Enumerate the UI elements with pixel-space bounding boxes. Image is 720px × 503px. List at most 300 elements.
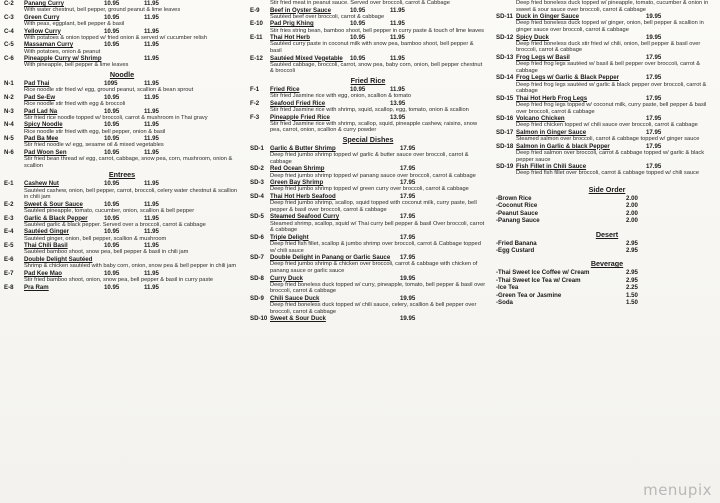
item-description: Stir fried Jasmine rice with shrimp, squid, scallop, egg, tomato, onion & scallion <box>270 106 469 113</box>
item-name: Pad Se-Ew <box>24 93 56 101</box>
menu-line-item <box>496 240 718 247</box>
item-price-seafood: 11.95 <box>144 55 159 63</box>
menu-item <box>250 275 486 295</box>
menu-item <box>4 228 240 242</box>
item-description: Stir fries string bean, bamboo shoot, bell pepper in curry paste & touch of lime leaves <box>270 27 485 34</box>
menu-item-row <box>250 315 486 322</box>
menu-item <box>496 54 718 74</box>
item-description: Deep fried jumbo shrimp topped w/ panang sauce over broccoli, carrot & cabbage <box>270 172 476 179</box>
line-item-name: -Egg Custard <box>496 246 535 254</box>
item-price: 17.95 <box>646 74 662 82</box>
item-code: N-1 <box>4 79 14 87</box>
menu-item <box>250 114 486 134</box>
item-price: 10.95 <box>104 200 120 208</box>
item-description: Deep fried boneless duck topped w/ curry, pineapple, tomato, bell pepper & basil over broccoli, carrot & cabbage <box>270 281 486 295</box>
item-name: Duck in Ginger Sauce <box>516 13 579 21</box>
item-description: Sautéed cabbage, broccoli, carrot, snow pea, baby corn, onion, bell pepper chestnut & broccoli <box>270 61 483 75</box>
line-item-name: -Fried Banana <box>496 239 537 247</box>
section-heading: Special Dishes <box>342 134 394 144</box>
item-price: 10.95 <box>104 135 120 143</box>
item-name: Double Delight in Panang or Garlic Sauce <box>270 254 391 262</box>
menu-item-row <box>250 55 486 62</box>
item-price-seafood <box>144 256 184 263</box>
item-name: Panang Curry <box>24 0 64 7</box>
item-description: Deep fried frog legs topped w/ coconut milk, curry paste, bell pepper & basil over broccoli, carrot & cabbage <box>516 101 707 115</box>
item-description: Sautéed beef over broccoli, carrot & cabbage <box>270 13 385 20</box>
item-name: Seafood Fried Rice <box>270 99 326 107</box>
menu-item-row <box>4 201 240 208</box>
item-price-seafood: 11.95 <box>144 79 159 87</box>
item-price: 19.95 <box>646 13 662 21</box>
item-description: Deep fried jumbo shrimp topped w/ green curry over broccoli, carrot & cabbage <box>270 186 469 193</box>
item-code: E-5 <box>4 242 14 250</box>
item-price: 19.95 <box>400 274 416 282</box>
item-description: Sautéed bamboo shoot, snow pea, bell pepper & basil in chili jam <box>24 249 189 256</box>
menu-line-item <box>496 202 718 209</box>
item-name: Cashew Nut <box>24 180 59 188</box>
item-code: N-6 <box>4 148 14 156</box>
item-name: Fish Fillet in Chili Sauce <box>516 163 587 171</box>
menu-item-row <box>4 14 240 21</box>
menu-item-row <box>4 256 240 263</box>
section-heading-desert: Desert <box>595 229 619 239</box>
item-description: Deep fried jumbo shrimp & chicken over broccoli, carrot & cabbage with chicken of panang sauce or garlic sauce <box>270 261 478 274</box>
menu-item-row <box>250 20 486 27</box>
menu-item-row <box>4 149 240 156</box>
menu-item-row <box>4 215 240 222</box>
menu-item-row <box>4 135 240 142</box>
item-price: 10.95 <box>104 214 120 222</box>
item-description: Sautéed pineapple, tomato, cucumber, onion, scallion & bell pepper <box>24 207 195 214</box>
item-name: Yellow Curry <box>24 27 61 35</box>
item-name: Thai Chili Basil <box>24 242 68 250</box>
item-price: 19.95 <box>400 294 416 302</box>
item-code: SD-19 <box>496 163 514 171</box>
item-name: Pineapple Curry w/ Shrimp <box>24 55 102 63</box>
menu-item-row <box>250 275 486 282</box>
menu-item-row <box>250 100 486 107</box>
item-price: 17.95 <box>400 144 416 152</box>
item-price: 10.95 <box>104 13 120 21</box>
menu-item <box>496 74 718 94</box>
item-code: E-12 <box>250 54 263 62</box>
menu-item <box>250 315 486 322</box>
item-code: SD-14 <box>496 74 514 82</box>
line-item-price: 2.00 <box>626 217 638 225</box>
menu-item-row <box>250 7 486 14</box>
item-name: Pra Ram <box>24 283 49 291</box>
item-price: 10.95 <box>104 180 120 188</box>
item-code: E-11 <box>250 34 263 42</box>
item-price: 10.95 <box>104 107 120 115</box>
item-description: Deep fried boneless duck stir fried w/ chili, onion, bell pepper & basil over broccoli, carrot & cabbage <box>516 40 701 54</box>
menu-line-item <box>496 195 718 202</box>
item-description: Rice noodle stir fried w/ egg, ground peanut, scallion & bean sprout <box>24 87 194 94</box>
item-code: SD-8 <box>250 274 264 282</box>
item-price: 10.95 <box>350 6 366 14</box>
item-code: SD-3 <box>250 179 264 187</box>
item-code: SD-9 <box>250 294 264 302</box>
menu-item-row <box>496 13 718 20</box>
menu-item-row <box>4 284 240 291</box>
item-description: Sautéed curry paste in coconut milk with snow pea, bamboo shoot, bell pepper & basil <box>270 41 474 54</box>
menu-column-1 <box>4 0 240 291</box>
menu-item <box>4 0 240 14</box>
item-name: Pineapple Fried Rice <box>270 113 330 121</box>
menu-item <box>4 135 240 149</box>
menu-item-row <box>496 163 718 170</box>
item-price-seafood: 11.95 <box>144 0 159 7</box>
item-name: Spicy Duck <box>516 33 549 41</box>
item-code: F-2 <box>250 99 260 107</box>
item-price: 17.95 <box>400 213 416 221</box>
item-description: Deep fried boneless duck topped w/ ginger, onion, bell pepper & scallion in ginger sauce over broccoli, carrot & cabbage <box>516 20 704 33</box>
item-price: 17.95 <box>646 94 662 102</box>
item-description: Rice noodle stir fried with egg, bell pepper, onion & basil <box>24 128 166 135</box>
item-price: 17.95 <box>646 128 662 136</box>
item-price-seafood: 11.95 <box>390 34 405 42</box>
item-price: 17.95 <box>646 53 662 61</box>
item-description: Steamed salmon over broccoli, carrot & cabbage topped w/ ginger sauce <box>516 136 700 143</box>
item-code: N-2 <box>4 93 14 101</box>
item-name: Salmon in Ginger Sauce <box>516 128 587 136</box>
watermark-logo: menupix <box>643 481 712 499</box>
menu-item <box>4 80 240 94</box>
menu-item-row <box>496 74 718 81</box>
menu-item-row <box>250 165 486 172</box>
item-price: 10.95 <box>104 283 120 291</box>
item-code: E-1 <box>4 180 14 188</box>
item-name: Double Delight Sautéed <box>24 255 93 263</box>
item-code: SD-11 <box>496 13 513 21</box>
menu-item <box>4 270 240 284</box>
item-price: 10.95 <box>104 27 120 35</box>
item-price: 17.95 <box>646 142 662 150</box>
item-name: Curry Duck <box>270 274 303 282</box>
menu-item <box>496 129 718 143</box>
item-price-seafood: 11.95 <box>144 269 159 277</box>
item-code: N-3 <box>4 107 14 115</box>
menu-item <box>496 95 718 115</box>
menu-item <box>4 215 240 229</box>
item-price: 10.95 <box>104 121 120 129</box>
line-item-price: 2.95 <box>626 239 638 247</box>
item-description: Deep fried chicken topped w/ chili sauce over broccoli, carrot & cabbage <box>516 122 698 129</box>
item-description: Deep fried boneless duck topped w/ chili sauce, celery, scallion & bell pepper over broccoli, carrot & cabbage <box>270 302 477 315</box>
menu-item <box>250 165 486 179</box>
menu-item-row <box>4 80 240 87</box>
item-price <box>104 256 144 263</box>
item-name: Green Curry <box>24 13 60 21</box>
menu-item-row <box>250 295 486 302</box>
line-item-price: 1.50 <box>626 298 638 306</box>
item-name: Garlic & Butter Shrimp <box>270 144 336 152</box>
menu-item <box>250 145 486 165</box>
item-code: C-2 <box>4 0 14 7</box>
item-price-seafood: 11.95 <box>144 27 159 35</box>
line-item-name: -Panang Sauce <box>496 217 540 225</box>
line-item-price: 2.00 <box>626 194 638 202</box>
menu-item-row <box>4 121 240 128</box>
item-description: Deep fried jumbo shrimp topped w/ garlic & butter sauce over broccoli, carrot & cabbage <box>270 152 469 165</box>
item-code: F-1 <box>250 85 260 93</box>
menu-item <box>250 234 486 254</box>
item-price: 10.95 <box>104 242 120 250</box>
item-code: SD-7 <box>250 254 264 262</box>
menu-item <box>496 143 718 163</box>
menu-line-item <box>496 292 718 299</box>
item-code: C-5 <box>4 41 14 49</box>
item-price <box>104 55 144 62</box>
item-price-seafood: 11.95 <box>390 54 405 62</box>
item-price-seafood: 11.95 <box>144 148 159 156</box>
item-price: 10.95 <box>104 269 120 277</box>
item-name: Pad Thai <box>24 79 50 87</box>
section-heading: Noodle <box>109 69 135 79</box>
menu-item <box>4 108 240 122</box>
menu-item-row <box>496 129 718 136</box>
item-price-seafood: 11.95 <box>144 13 159 21</box>
menu-item-row <box>250 193 486 200</box>
item-price: 17.95 <box>400 165 416 173</box>
menu-item <box>250 193 486 213</box>
item-description: Deep fried jumbo shrimp, scallop, squid topped with coconut milk, curry paste, bell pepper & basil over broccoli, carrot & cabbage <box>270 200 477 213</box>
item-name: Spicy Noodle <box>24 121 63 129</box>
line-item-name: -Peanut Sauce <box>496 209 538 217</box>
item-price: 10.95 <box>350 20 366 28</box>
item-name: Garlic & Black Pepper <box>24 214 88 222</box>
item-price-seafood: 11.95 <box>144 283 159 291</box>
menu-item <box>250 34 486 54</box>
menu-item-row <box>496 95 718 102</box>
item-name: Pad Woon Sen <box>24 148 67 156</box>
line-item-price: 2.95 <box>626 269 638 277</box>
menu-item <box>250 295 486 315</box>
item-price-seafood: 11.95 <box>390 20 405 28</box>
item-code: E-9 <box>250 6 260 14</box>
menu-item <box>4 180 240 200</box>
section-heading-side-order: Side Order <box>588 184 626 194</box>
line-item-price: 1.50 <box>626 291 638 299</box>
item-description: Stir fried Jasmine rice with egg, onion, scallion & tomato <box>270 93 411 100</box>
line-item-price: 2.25 <box>626 284 638 292</box>
menu-item-row <box>4 242 240 249</box>
menu-item <box>250 100 486 114</box>
item-price: 19.95 <box>646 33 662 41</box>
item-price: 10.95 <box>350 54 366 62</box>
item-description: With potatoes & onion topped w/ fried onion & served w/ cucumber relish <box>24 34 208 41</box>
menu-item-row <box>4 108 240 115</box>
item-code: E-4 <box>4 228 14 236</box>
item-name: Chili Sauce Duck <box>270 294 320 302</box>
item-price: 10.95 <box>104 0 120 7</box>
item-code: SD-4 <box>250 192 264 200</box>
item-price: 17.95 <box>646 163 662 171</box>
menu-item <box>4 149 240 169</box>
menu-item-row <box>4 0 240 7</box>
menu-column-3 <box>496 0 718 306</box>
item-price-seafood: 11.95 <box>144 228 159 236</box>
menu-item-row <box>250 86 486 93</box>
menu-item <box>4 242 240 256</box>
item-description: With peas, eggplant, bell pepper & basil <box>24 21 125 27</box>
item-price-seafood: 11.95 <box>144 93 159 101</box>
item-price: 19.95 <box>400 315 416 323</box>
item-code: SD-16 <box>496 115 514 123</box>
item-price: 17.95 <box>400 192 416 200</box>
item-price: 17.95 <box>400 179 416 187</box>
item-name: Pad Prig Khing <box>270 20 314 28</box>
menu-item-row <box>4 55 240 62</box>
item-code: E-10 <box>250 20 263 28</box>
menu-item <box>4 55 240 69</box>
item-code: F-3 <box>250 113 260 121</box>
item-name: Sweet & Sour Duck <box>270 315 326 323</box>
continued-description: Stir fried meat in peanut sauce. Served over broccoli, carrot & Cabbage <box>270 0 450 6</box>
item-price-seafood: 11.95 <box>144 121 159 129</box>
menu-item <box>250 20 486 34</box>
line-item-name: -Soda <box>496 298 513 306</box>
item-price: 17.95 <box>400 233 416 241</box>
item-name: Pad Ba Mee <box>24 135 59 143</box>
item-description: Deep fried fish fillet over broccoli, carrot & cabbage topped w/ chili sauce <box>516 170 700 177</box>
menu-item-row <box>250 179 486 186</box>
line-item-name: -Thai Sweet Ice Tea w/ Cream <box>496 276 581 284</box>
menu-item-row <box>4 270 240 277</box>
menu-item <box>250 55 486 75</box>
line-item-name: -Ice Tea <box>496 284 519 292</box>
item-name: Salmon in Garlic & black Pepper <box>516 142 610 150</box>
menu-line-item <box>496 277 718 284</box>
item-code: SD-6 <box>250 233 264 241</box>
menu-item-row <box>4 228 240 235</box>
item-price: 10.95 <box>104 93 120 101</box>
menu-item-row <box>496 54 718 61</box>
menu-item-row <box>496 115 718 122</box>
menu-item <box>4 94 240 108</box>
item-name: Thai Hot Herb Seafood <box>270 192 336 200</box>
menu-item <box>250 213 486 233</box>
menu-item-row <box>250 213 486 220</box>
item-name: Fried Rice <box>270 85 300 93</box>
menu-item-row <box>4 41 240 48</box>
item-code: SD-13 <box>496 53 514 61</box>
item-name: Beef in Oyster Sauce <box>270 6 331 14</box>
item-description: Deep fried fish fillet, scallop & jumbo shrimp over broccoli, carrot & Cabbage topped w/ chili sauce <box>270 240 481 254</box>
menu-column-2 <box>250 0 486 322</box>
menu-item <box>4 284 240 291</box>
item-price: 10.95 <box>104 148 120 156</box>
item-description: Sautéed garlic & black pepper. Served over a broccoli, carrot & cabbage <box>24 221 206 228</box>
menu-item <box>496 163 718 177</box>
item-price-seafood: 11.95 <box>144 242 159 250</box>
item-name: Volcano Chicken <box>516 115 565 123</box>
item-name: Green Bay Shrimp <box>270 179 324 187</box>
item-price <box>350 100 390 107</box>
item-code: SD-5 <box>250 213 264 221</box>
item-name: Steamed Seafood Curry <box>270 213 340 221</box>
menu-item <box>496 13 718 33</box>
continued-description: Deep fried boneless duck topped w/ pineapple, tomato, cucumber & onion in sweet & sour sauce over broccoli, carrot & cabbage <box>516 0 709 13</box>
line-item-price: 2.00 <box>626 202 638 210</box>
item-code: C-4 <box>4 27 14 35</box>
item-description: Steamed shrimp, scallop, squid w/ Thai curry bell pepper & basil Over broccoli, carrot & cabbage <box>270 220 485 234</box>
item-description: With potatoes, onion & peanut <box>24 48 101 55</box>
line-item-price: 2.95 <box>626 246 638 254</box>
item-price-seafood: 11.95 <box>390 85 405 93</box>
item-description: With pineapple, bell pepper & lime leaves <box>24 62 129 69</box>
item-description: Rice noodle stir fried with egg & broccoli <box>24 100 126 107</box>
item-price: 10.95 <box>104 228 120 236</box>
item-description: Stir fried noodle w/ egg, sesame oil & mixed vegetables <box>24 142 164 149</box>
menu-item <box>4 201 240 215</box>
item-description: Stir fried Jasmine rice with shrimp, scallop, squid, pineapple cashew, raisins, snow pea, carrot, onion, scallion & curry powder <box>270 120 478 134</box>
section-heading: Fried Rice <box>350 75 386 85</box>
item-price: 1095 <box>104 79 118 87</box>
item-price-seafood: 11.95 <box>144 135 159 143</box>
item-price: 10.95 <box>350 34 366 42</box>
item-name: Red Ocean Shrimp <box>270 165 325 173</box>
section-heading-beverage: Beverage <box>590 259 624 269</box>
item-description: Stir fried bean thread w/ egg, carrot, cabbage, snow pea, corn, mushroom, onion & scallion <box>24 156 233 169</box>
menu-line-item <box>496 247 718 254</box>
item-code: SD-1 <box>250 144 264 152</box>
item-code: N-4 <box>4 121 14 129</box>
item-description: Stir fried bamboo shoot, onion, snow pea, bell pepper & basil in curry paste <box>24 276 214 283</box>
item-description: Shrimp & chicken sautéed with baby corn, onion, snow pea & bell pepper in chili jam <box>24 263 237 270</box>
menu-item <box>4 121 240 135</box>
item-price: 17.95 <box>646 115 662 123</box>
menu-item <box>4 41 240 55</box>
item-code: E-7 <box>4 269 14 277</box>
item-name: Thai Hot Herb <box>270 34 310 42</box>
item-description: Sautéed cashew, onion, bell pepper, carrot, broccoli, celery water chestnut & scallion in chili jam <box>24 187 238 201</box>
menu-item-row <box>250 234 486 241</box>
menu-line-item <box>496 210 718 217</box>
item-name: Pad Kee Mao <box>24 269 62 277</box>
menu-item <box>4 28 240 42</box>
item-price-seafood: 11.95 <box>144 214 159 222</box>
item-code: SD-18 <box>496 142 514 150</box>
item-description: Sautéed ginger, onion, bell pepper, scallion & mushroom <box>24 235 167 242</box>
menu-item-row <box>250 34 486 41</box>
item-description: Deep fried salmon over broccoli, carrot & cabbage topped w/ garlic & black pepper sauce <box>516 149 705 163</box>
line-item-name: -Thai Sweet Ice Coffee w/ Cream <box>496 269 590 277</box>
menu-line-item <box>496 217 718 224</box>
menu-item <box>250 179 486 193</box>
menu-item-row <box>4 180 240 187</box>
item-price-seafood: 11.95 <box>144 107 159 115</box>
menu-item-row <box>250 114 486 121</box>
item-code: N-5 <box>4 135 14 143</box>
item-name: Pad Lad Na <box>24 107 58 115</box>
item-description: Stir fried rice noodle topped w/ broccoli, carrot & mushroom in Thai gravy <box>24 114 208 121</box>
item-price: 10.95 <box>350 85 366 93</box>
item-code: E-3 <box>4 214 14 222</box>
item-code: SD-10 <box>250 315 268 323</box>
menu-item-row <box>250 254 486 261</box>
item-code: E-2 <box>4 200 14 208</box>
item-name: Triple Delight <box>270 233 309 241</box>
line-item-name: -Coconut Rice <box>496 202 538 210</box>
section-heading: Entrees <box>108 170 136 180</box>
menu-item <box>250 254 486 274</box>
item-description: With water chestnut, bell pepper, ground peanut & lime leaves <box>24 7 181 14</box>
item-code: SD-2 <box>250 165 264 173</box>
item-code: E-8 <box>4 283 14 291</box>
item-price: 17.95 <box>400 254 416 262</box>
item-code: SD-15 <box>496 94 514 102</box>
